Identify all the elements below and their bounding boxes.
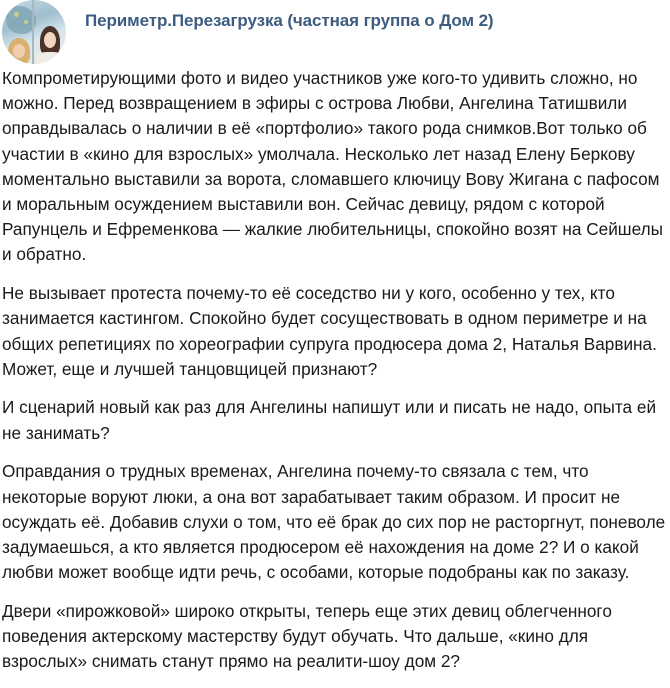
text-line: не занимать?	[2, 422, 110, 443]
avatar-person-right-body	[36, 52, 64, 64]
text-line: Рапунцель и Ефременкова — жалкие любительницы, спокойно возят на Сейшелы	[2, 219, 663, 240]
text-line: моментально выставили за ворота, сломавшего ключицу Вову Жигана с пафосом	[2, 168, 660, 189]
avatar-map-dot	[14, 12, 19, 17]
text-line: и моральным осуждением выставили вон. Сейчас девицу, рядом с которой	[2, 194, 605, 215]
text-line: общих репетициях по хореографии супруга продюсера дома 2, Наталья Варвина.	[2, 333, 657, 354]
paragraph-4	[2, 459, 668, 585]
text-line: любви может вообще идти речь, с особами, которые подобраны как по заказу.	[2, 562, 630, 583]
text-line: некоторые воруют люки, а она вот зарабатывает таким образом. И просит не	[2, 486, 621, 507]
text-line: занимается кастингом. Спокойно будет сосуществовать в одном периметре и на	[2, 308, 647, 329]
text-line: Не вызывает протеста почему-то её соседство ни у кого, особенно у тех, кто	[2, 283, 615, 304]
text-line: задумаешься, а кто является продюсером её нахождения на доме 2? И о какой	[2, 536, 639, 557]
paragraph-3	[2, 395, 668, 445]
avatar-person-right-face	[44, 32, 56, 48]
text-line: можно. Перед возвращением в эфиры с острова Любви, Ангелина Татишвили	[2, 93, 627, 114]
text-line: участии в «кино для взрослых» умолчала. Несколько лет назад Елену Беркову	[2, 143, 635, 164]
post-header	[0, 0, 670, 64]
avatar-background-pole	[32, 0, 34, 64]
group-name-link[interactable]: Периметр.Перезагрузка (частная группа о Дом 2)	[85, 11, 494, 30]
paragraph-1	[2, 66, 668, 268]
text-line: оправдывалась о наличии в её «портфолио» такого рода снимков.Вот только об	[2, 118, 647, 139]
paragraph-5	[2, 599, 668, 675]
text-line: Двери «пирожковой» широко открыты, теперь еще этих девиц облегченного	[2, 600, 612, 621]
avatar-map-dot	[24, 20, 28, 24]
post-text	[2, 66, 668, 688]
text-line: Компрометирующими фото и видео участников уже кого-то удивить сложно, но	[2, 68, 638, 88]
text-line: И сценарий новый как раз для Ангелины напишут или и писать не надо, опыта ей	[2, 397, 657, 418]
text-line: взрослых» снимать станут прямо на реалити-шоу дом 2?	[2, 651, 460, 672]
text-line: Оправдания о трудных временах, Ангелина почему-то связала с тем, что	[2, 461, 589, 482]
paragraph-2	[2, 281, 668, 382]
group-avatar[interactable]	[2, 0, 66, 64]
text-line: осуждать её. Добавив слухи о том, что её брак до сих пор не расторгнут, поневоле	[2, 511, 666, 532]
text-line: Может, еще и лучшей танцовщицей признают?	[2, 358, 378, 379]
avatar-person-left-face	[13, 44, 25, 58]
text-line: и обратно.	[2, 244, 87, 265]
text-line: поведения актерскому мастерству будут обучать. Что дальше, «кино для	[2, 626, 589, 647]
